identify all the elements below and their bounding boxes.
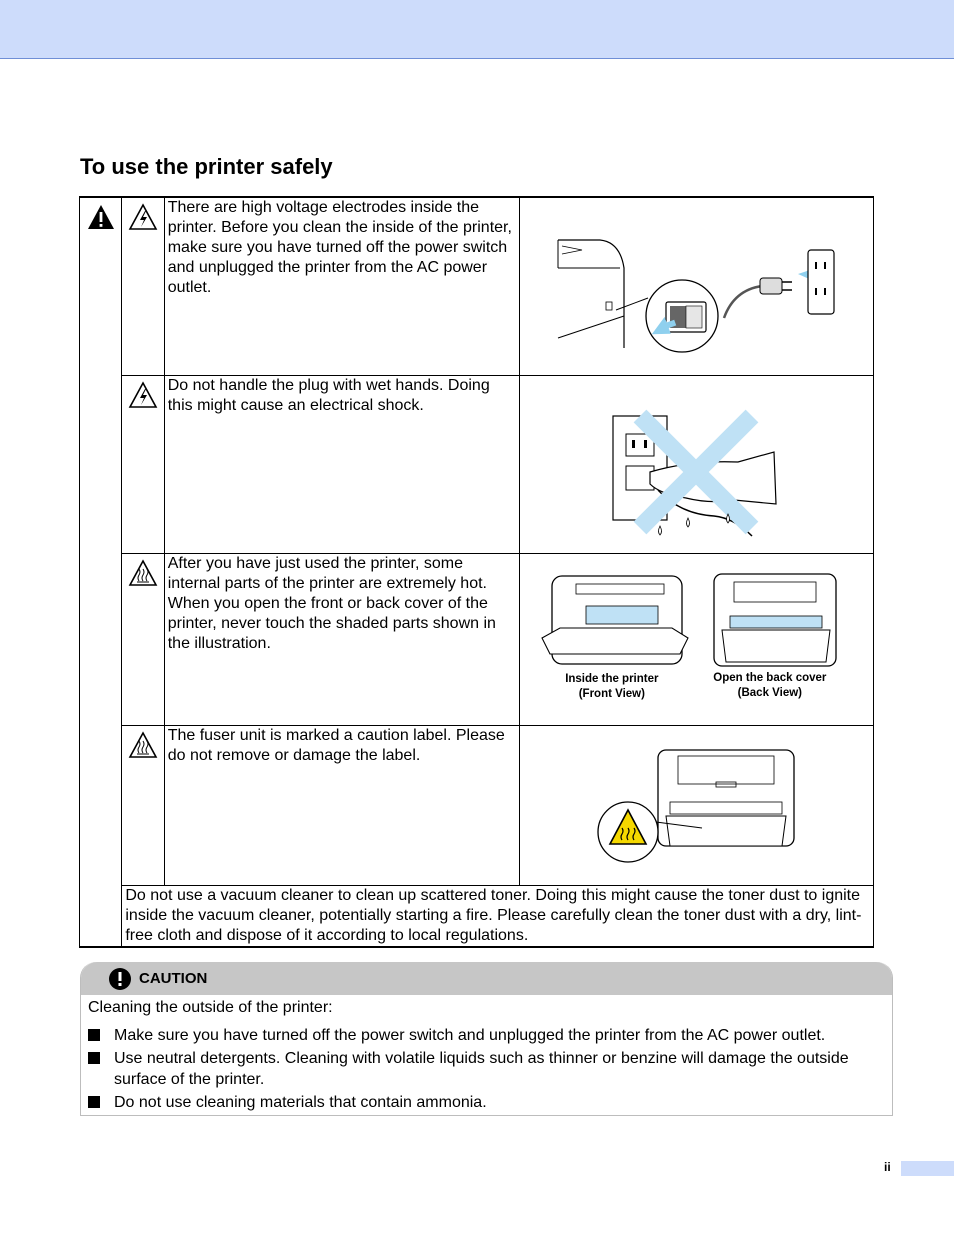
row1-icon-cell [122,197,164,376]
bullet-square-icon [88,1029,100,1041]
caution-label: CAUTION [139,970,208,987]
header-band [0,0,954,59]
row1-illustration [519,197,873,376]
row3-illustration [519,554,873,726]
row4-icon-cell [122,726,164,886]
section-title: To use the printer safely [80,154,333,179]
caption-back-view: Open the back cover (Back View) [713,672,827,699]
general-warning-cell [80,197,122,947]
page-tab [901,1161,954,1176]
bullet-square-icon [88,1052,100,1064]
row2-icon-cell [122,376,164,554]
caution-list [88,1025,885,1113]
row2-text: Do not handle the plug with wet hands. Doing this might cause an electrical shock. [164,376,519,554]
caution-header [81,962,892,995]
row1-text: There are high voltage electrodes inside the printer. Before you clean the inside of the printer, make sure you have turned off the power switch and unplugged the printer from the AC power outlet. [164,197,519,376]
electrical-hazard-icon [128,381,158,409]
caution-intro: Cleaning the outside of the printer: [88,999,333,1016]
row2-illustration [519,376,873,554]
vacuum-note-cell [122,886,874,948]
row3-text: After you have just used the printer, some internal parts of the printer are extremely hot. When you open the front or back cover of the printer, never touch the shaded parts shown in the illustration. [164,554,519,726]
vacuum-note: Do not use a vacuum cleaner to clean up scattered toner. Doing this might cause the toner dust to ignite inside the vacuum cleaner, potentially starting a fire. Please carefully clean the toner dust with a dry, lint-free cloth and dispose of it according to local regulations. [125,887,862,944]
electrical-hazard-icon [128,203,158,231]
wet-hands-illustration [520,376,871,548]
fuser-label-illustration [520,726,871,880]
unplug-printer-illustration [520,198,871,370]
hot-surface-icon [128,731,158,759]
hot-surface-icon [128,559,158,587]
list-item: Make sure you have turned off the power switch and unplugged the printer from the AC power outlet. [88,1025,885,1046]
list-item: Use neutral detergents. Cleaning with volatile liquids such as thinner or benzine will damage the outside surface of the printer. [88,1048,885,1090]
row3-icon-cell [122,554,164,726]
warning-icon [86,203,116,231]
caption-front-view: Inside the printer (Front View) [565,673,659,700]
list-item: Do not use cleaning materials that contain ammonia. [88,1092,885,1113]
row4-illustration [519,726,873,886]
caution-body [81,995,892,1117]
row4-text: The fuser unit is marked a caution label. Please do not remove or damage the label. [164,726,519,886]
caution-box [80,962,893,1116]
exclamation-icon [108,967,132,991]
bullet-square-icon [88,1096,100,1108]
safety-table [79,196,874,948]
page-number: ii [884,1160,891,1174]
